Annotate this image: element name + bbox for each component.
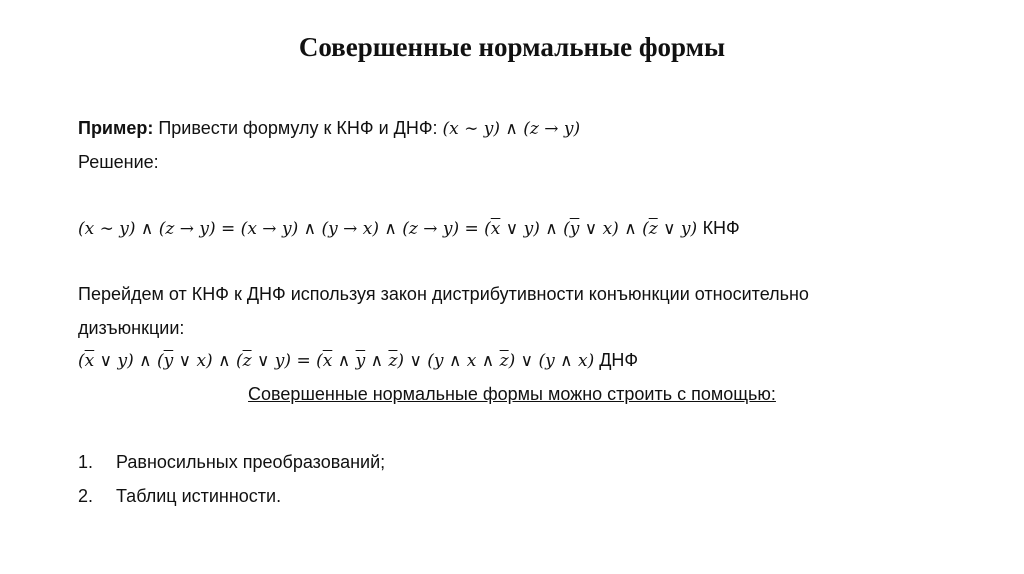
page-title: Совершенные нормальные формы [298,32,726,62]
knf-formula-prefix: (x ∼ y) ∧ (z → y) = (x → y) ∧ (y → x) ∧ (z → y) = ( [78,219,491,239]
knf-formula: (x ∼ y) ∧ (z → y) = (x → y) ∧ (y → x) ∧ $(z \to y) = (\overline{x}$ ∨ y) ∧ ($\overline{y}$ ∨ x) ∧ ($\overline{z}$ ∨ y) [78,219,703,239]
dnf-line [78,350,638,371]
transition-line-2: дизъюнкции: [78,318,185,338]
transition-line-1: Перейдем от КНФ к ДНФ используя закон дистрибутивности конъюнкции относительно [78,284,809,304]
solution-label: Решение: [78,152,159,172]
example-line [78,118,580,139]
example-label: Пример: [78,118,154,138]
list-item [78,452,385,473]
list-item [78,486,281,507]
list-item-text: Равносильных преобразований; [116,452,386,472]
methods-heading: Совершенные нормальные формы можно строить с помощью: [248,384,776,404]
list-item-text: Таблиц истинности. [116,486,282,506]
list-item-number: 2. [78,486,94,506]
dnf-suffix: ДНФ [599,350,639,370]
dnf-formula: ($\overline{x}$ ∨ y) ∧ ($\overline{y}$ ∨ x) ∧ ($\overline{z}$ ∨ $y) = (\overline{x}$ ∧ $\overline{y}$ ∧ $\overline{z}$) ∨ (y ∧ x ∧ $\overline{z}$) ∨ (y ∧ x) [78,351,595,371]
example-text: Привести формулу к КНФ и ДНФ: [158,118,443,138]
list-item-number: 1. [78,452,94,472]
example-formula: (x ∼ y) ∧ (z → y) [442,119,581,139]
knf-line [78,218,740,239]
knf-suffix: КНФ [702,218,740,238]
